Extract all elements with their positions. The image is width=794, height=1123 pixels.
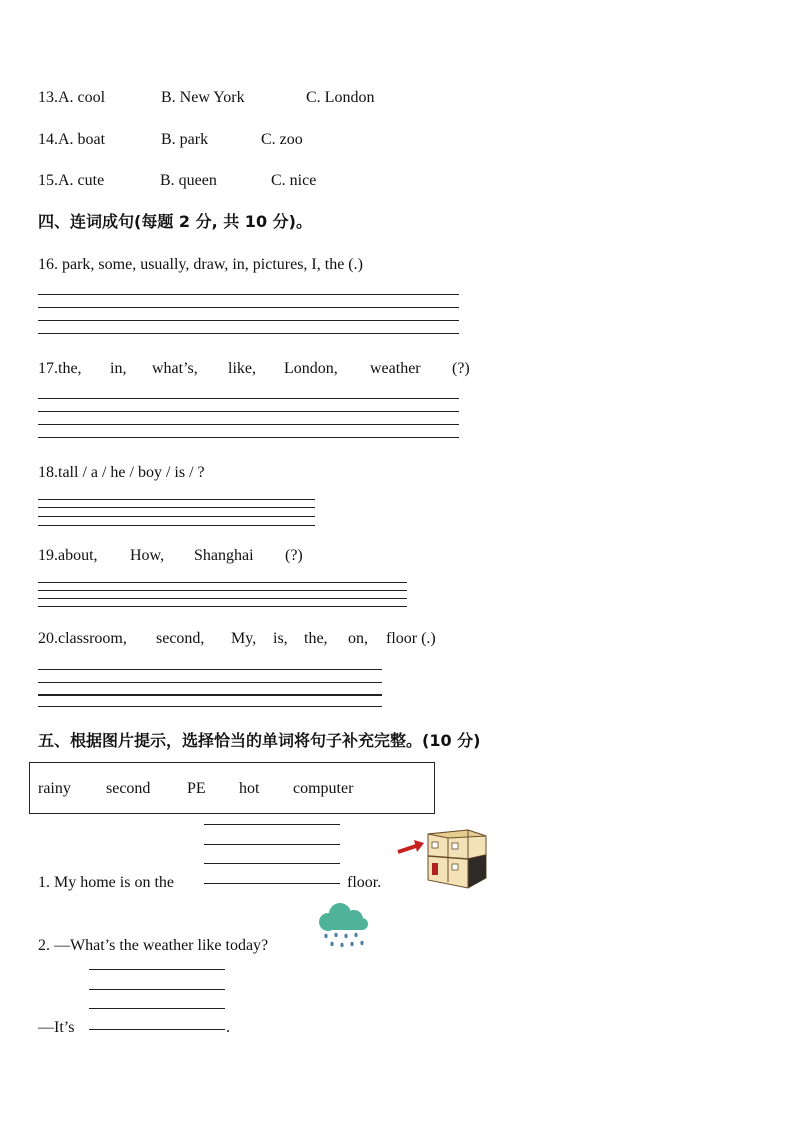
answer-line xyxy=(38,333,459,334)
option-15-c: C. nice xyxy=(271,172,317,189)
sentence-2-answer-end: . xyxy=(226,1019,230,1036)
answer-line xyxy=(38,307,459,308)
answer-line xyxy=(38,590,407,591)
word-pe: PE xyxy=(187,780,206,797)
section-4-title: 四、连词成句(每题 2 分, 共 10 分)。 xyxy=(38,212,312,231)
house-icon xyxy=(428,830,486,888)
answer-line xyxy=(38,516,315,517)
sentence-1-start: 1. My home is on the xyxy=(38,874,174,891)
option-14-b: B. park xyxy=(161,131,209,148)
answer-line xyxy=(38,398,459,399)
answer-line xyxy=(38,669,382,670)
option-15-b: B. queen xyxy=(160,172,217,189)
answer-line xyxy=(38,706,382,707)
answer-line xyxy=(38,694,382,696)
word-bank xyxy=(29,762,435,814)
sentence-2-answer-start: —It’s xyxy=(38,1019,75,1036)
option-13-c: C. London xyxy=(306,89,375,106)
option-13-b: B. New York xyxy=(161,89,245,106)
answer-line xyxy=(38,437,459,438)
answer-line xyxy=(89,969,225,970)
answer-line xyxy=(204,824,340,825)
option-14-c: C. zoo xyxy=(261,131,303,148)
rain-cloud-icon xyxy=(314,902,370,952)
answer-line xyxy=(38,294,459,295)
question-15: 15.A. cute xyxy=(38,172,105,189)
answer-line xyxy=(38,507,315,508)
blank-line xyxy=(89,1029,225,1030)
answer-line xyxy=(204,863,340,864)
answer-line xyxy=(38,525,315,526)
answer-line xyxy=(38,606,407,607)
answer-line xyxy=(38,320,459,321)
section-5-title: 五、根据图片提示，选择恰当的单词将句子补充完整。(10 分) xyxy=(38,731,481,750)
sentence-2-question: 2. —What’s the weather like today? xyxy=(38,937,269,954)
answer-line xyxy=(89,989,225,990)
answer-line xyxy=(38,582,407,583)
answer-line xyxy=(204,844,340,845)
answer-line xyxy=(89,1008,225,1009)
answer-line xyxy=(38,411,459,412)
sentence-1-end: floor. xyxy=(347,874,382,891)
word-second: second xyxy=(106,780,151,797)
answer-line xyxy=(38,424,459,425)
building-illustration xyxy=(396,826,491,892)
question-16: 16. park, some, usually, draw, in, pictures, I, the (.) xyxy=(38,256,363,273)
word-computer: computer xyxy=(293,780,354,797)
word-rainy: rainy xyxy=(38,780,71,797)
answer-line xyxy=(38,499,315,500)
word-hot: hot xyxy=(239,780,260,797)
answer-line xyxy=(38,598,407,599)
red-arrow-icon xyxy=(398,840,424,852)
question-14: 14.A. boat xyxy=(38,131,106,148)
answer-line xyxy=(38,682,382,683)
question-18: 18.tall / a / he / boy / is / ? xyxy=(38,464,205,481)
question-13: 13.A. cool xyxy=(38,89,106,106)
blank-line xyxy=(204,883,340,884)
